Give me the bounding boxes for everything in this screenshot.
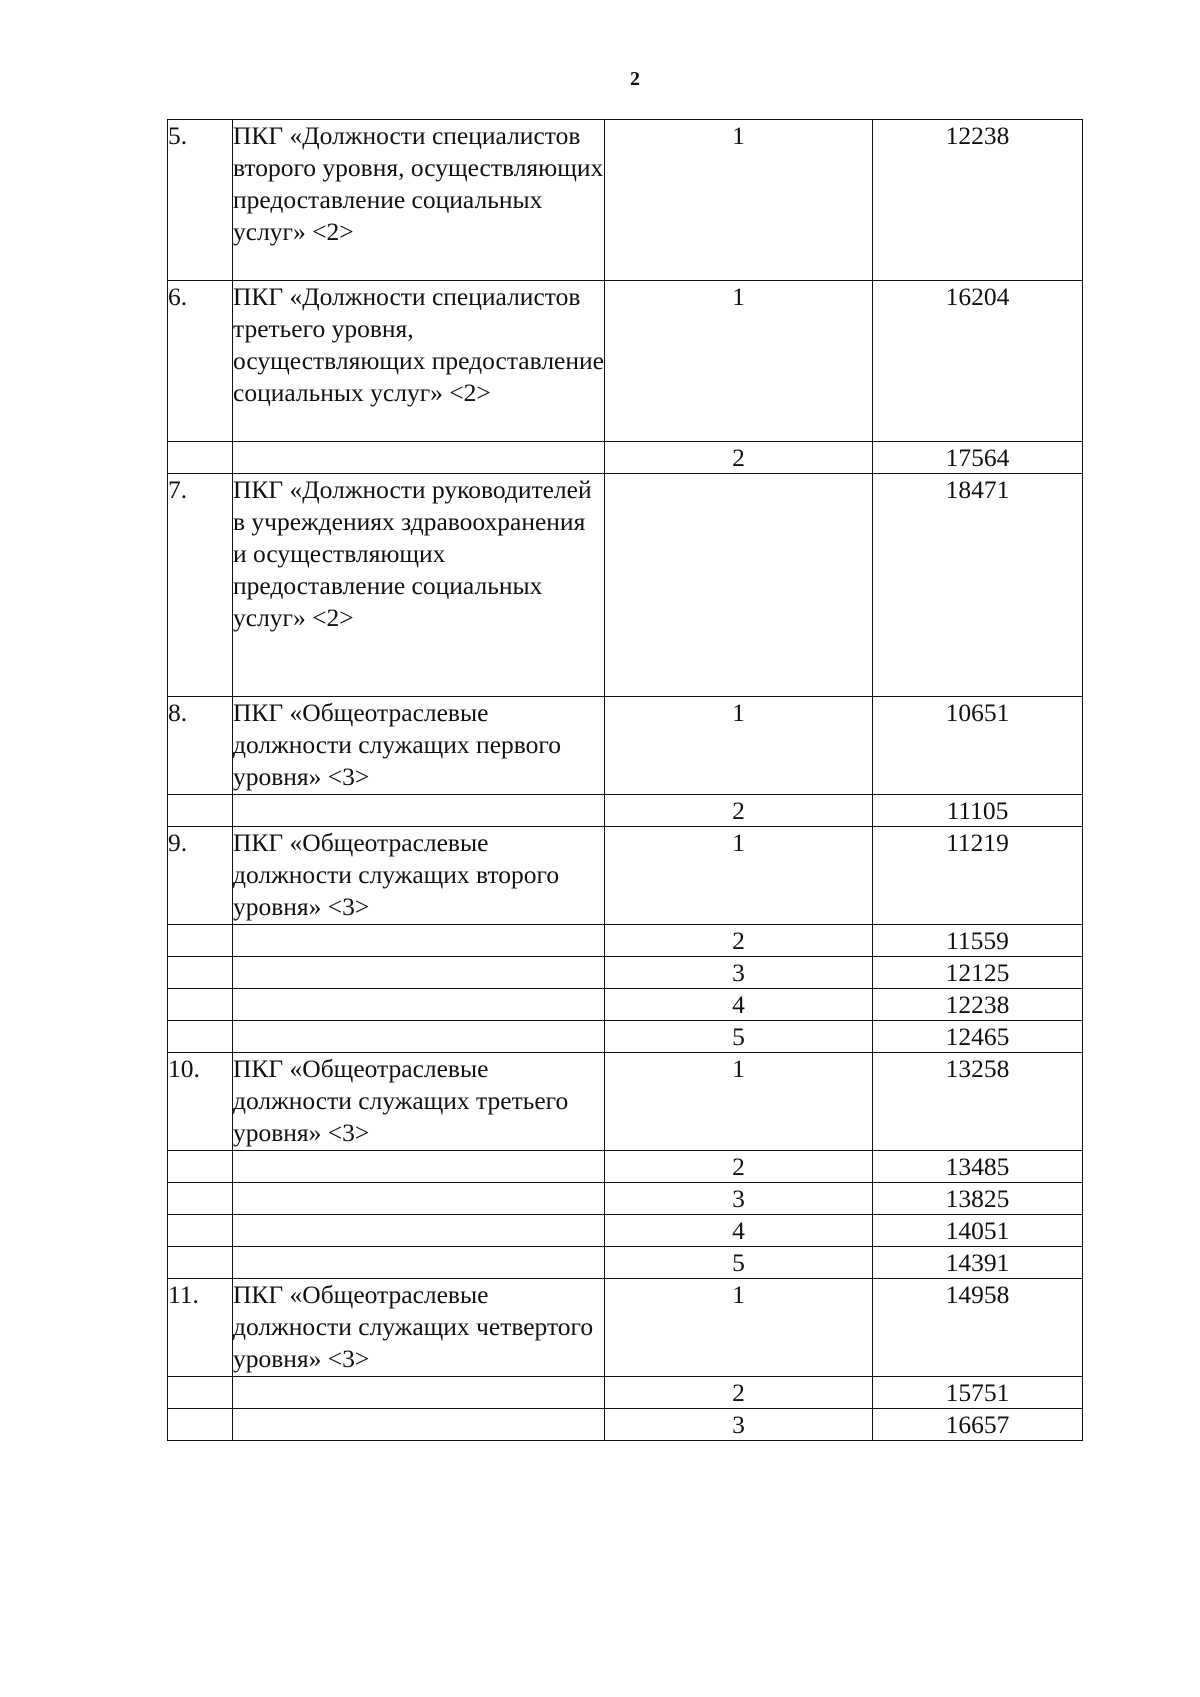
- group-name: [233, 1021, 605, 1053]
- row-number: [168, 1215, 233, 1247]
- salary-value: 11219: [873, 827, 1083, 925]
- group-name: [233, 795, 605, 827]
- group-name: ПКГ «Общеотраслевые должности служащих четвертого уровня» <3>: [233, 1279, 605, 1377]
- salary-value: 16204: [873, 281, 1083, 442]
- salary-value: 13258: [873, 1053, 1083, 1151]
- salary-value: 13485: [873, 1151, 1083, 1183]
- table-row: [168, 474, 1083, 697]
- salary-value: 12125: [873, 957, 1083, 989]
- qualification-level: 1: [605, 281, 873, 442]
- table-row: [168, 1279, 1083, 1377]
- table-row: [168, 697, 1083, 795]
- row-number: 7.: [168, 474, 233, 697]
- group-name: ПКГ «Общеотраслевые должности служащих второго уровня» <3>: [233, 827, 605, 925]
- salary-table: [167, 119, 1083, 1441]
- qualification-level: 1: [605, 827, 873, 925]
- row-number: 8.: [168, 697, 233, 795]
- row-number: [168, 1247, 233, 1279]
- table-subrow: [168, 442, 1083, 474]
- row-number: [168, 1409, 233, 1441]
- salary-value: 12465: [873, 1021, 1083, 1053]
- row-number: [168, 957, 233, 989]
- qualification-level: 5: [605, 1247, 873, 1279]
- qualification-level: 2: [605, 1377, 873, 1409]
- salary-value: 12238: [873, 120, 1083, 281]
- qualification-level: 3: [605, 1409, 873, 1441]
- salary-value: 11559: [873, 925, 1083, 957]
- group-name: [233, 1377, 605, 1409]
- salary-value: 15751: [873, 1377, 1083, 1409]
- salary-value: 16657: [873, 1409, 1083, 1441]
- group-name: ПКГ «Общеотраслевые должности служащих первого уровня» <3>: [233, 697, 605, 795]
- page-number: 2: [630, 68, 640, 90]
- table-subrow: [168, 1247, 1083, 1279]
- qualification-level: 2: [605, 442, 873, 474]
- group-name: [233, 1409, 605, 1441]
- salary-value: 13825: [873, 1183, 1083, 1215]
- row-number: [168, 795, 233, 827]
- qualification-level: 1: [605, 120, 873, 281]
- row-number: [168, 1021, 233, 1053]
- table-row: [168, 281, 1083, 442]
- table-row: [168, 1053, 1083, 1151]
- qualification-level: 1: [605, 697, 873, 795]
- qualification-level: 2: [605, 1151, 873, 1183]
- row-number: [168, 989, 233, 1021]
- group-name: [233, 925, 605, 957]
- table-subrow: [168, 925, 1083, 957]
- table-subrow: [168, 795, 1083, 827]
- row-number: [168, 442, 233, 474]
- qualification-level: 2: [605, 795, 873, 827]
- row-number: [168, 925, 233, 957]
- group-name: ПКГ «Должности специалистов третьего уровня, осуществляющих предоставление социальных услуг» <2>: [233, 281, 605, 442]
- row-number: 10.: [168, 1053, 233, 1151]
- group-name: [233, 1215, 605, 1247]
- table-row: [168, 120, 1083, 281]
- table-subrow: [168, 1151, 1083, 1183]
- table-subrow: [168, 957, 1083, 989]
- table-subrow: [168, 1215, 1083, 1247]
- row-number: 9.: [168, 827, 233, 925]
- group-name: ПКГ «Должности руководителей в учреждениях здравоохранения и осуществляющих предоставление социальных услуг» <2>: [233, 474, 605, 697]
- group-name: [233, 1247, 605, 1279]
- row-number: [168, 1183, 233, 1215]
- salary-value: 14391: [873, 1247, 1083, 1279]
- group-name: [233, 957, 605, 989]
- table-subrow: [168, 1183, 1083, 1215]
- row-number: [168, 1151, 233, 1183]
- table-subrow: [168, 989, 1083, 1021]
- qualification-level: 1: [605, 1279, 873, 1377]
- salary-value: 12238: [873, 989, 1083, 1021]
- group-name: [233, 1151, 605, 1183]
- salary-value: 18471: [873, 474, 1083, 697]
- salary-table-body: [168, 120, 1083, 1441]
- qualification-level: [605, 474, 873, 697]
- group-name: ПКГ «Общеотраслевые должности служащих третьего уровня» <3>: [233, 1053, 605, 1151]
- table-subrow: [168, 1377, 1083, 1409]
- table-subrow: [168, 1409, 1083, 1441]
- qualification-level: 5: [605, 1021, 873, 1053]
- row-number: 6.: [168, 281, 233, 442]
- row-number: 11.: [168, 1279, 233, 1377]
- qualification-level: 4: [605, 989, 873, 1021]
- table-row: [168, 827, 1083, 925]
- qualification-level: 3: [605, 1183, 873, 1215]
- table-subrow: [168, 1021, 1083, 1053]
- salary-value: 10651: [873, 697, 1083, 795]
- qualification-level: 3: [605, 957, 873, 989]
- row-number: 5.: [168, 120, 233, 281]
- salary-value: 14958: [873, 1279, 1083, 1377]
- row-number: [168, 1377, 233, 1409]
- group-name: ПКГ «Должности специалистов второго уровня, осуществляющих предоставление социальных услуг» <2>: [233, 120, 605, 281]
- salary-value: 17564: [873, 442, 1083, 474]
- qualification-level: 2: [605, 925, 873, 957]
- qualification-level: 1: [605, 1053, 873, 1151]
- salary-value: 11105: [873, 795, 1083, 827]
- group-name: [233, 989, 605, 1021]
- group-name: [233, 1183, 605, 1215]
- group-name: [233, 442, 605, 474]
- salary-value: 14051: [873, 1215, 1083, 1247]
- qualification-level: 4: [605, 1215, 873, 1247]
